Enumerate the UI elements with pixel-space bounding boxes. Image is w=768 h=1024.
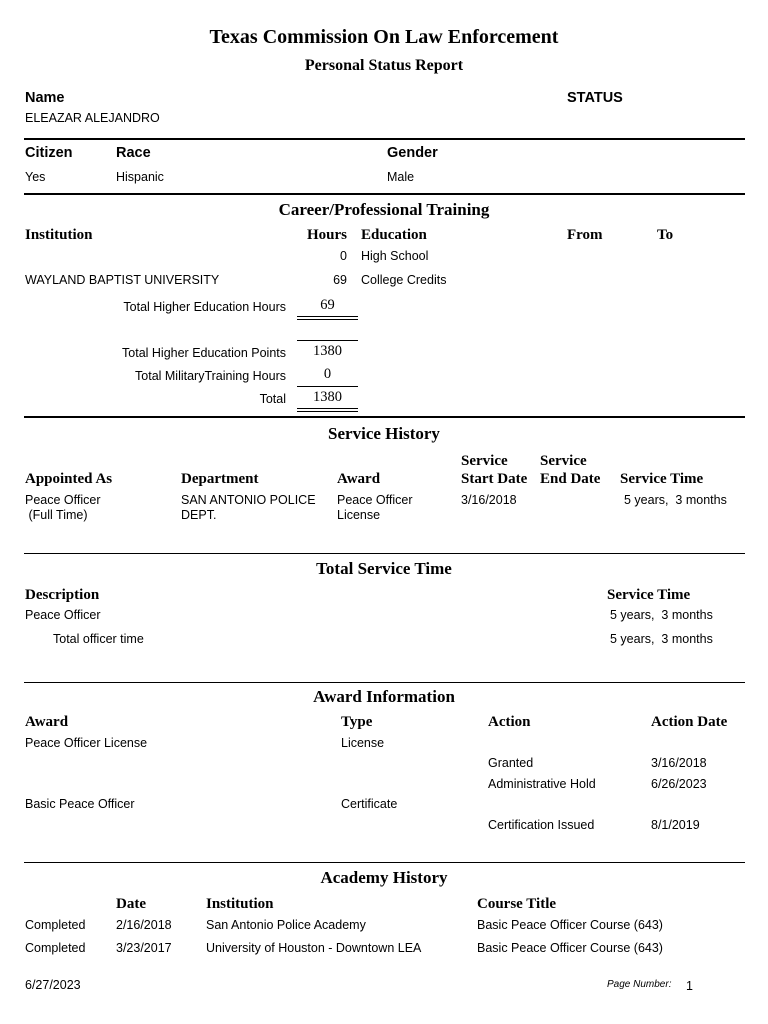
- academy-col-date: Date: [116, 896, 146, 912]
- training-col-institution: Institution: [25, 227, 93, 243]
- service-appointed-2: (Full Time): [25, 508, 88, 522]
- divider: [24, 682, 745, 683]
- page-number: 1: [686, 979, 693, 993]
- award-action-date: 8/1/2019: [651, 818, 700, 832]
- service-award: Peace Officer: [337, 493, 413, 507]
- training-col-from: From: [567, 227, 603, 243]
- service-col-start-2: Start Date: [461, 471, 528, 487]
- total-label: Total: [259, 392, 286, 406]
- status-label: STATUS: [567, 90, 623, 106]
- training-row-education: College Credits: [361, 273, 447, 287]
- total-service-desc: Peace Officer: [25, 608, 101, 622]
- total-service-time: 5 years, 3 months: [610, 608, 713, 622]
- report-subtitle: Personal Status Report: [304, 57, 464, 74]
- service-col-end: Service: [540, 453, 587, 469]
- academy-history-title: Academy History: [320, 868, 448, 887]
- total-higher-ed-points-value: 1380: [313, 343, 342, 359]
- award-action-date: 6/26/2023: [651, 777, 707, 791]
- total-underline: [297, 319, 358, 320]
- award-col-award: Award: [25, 714, 69, 730]
- subtotal-underline: [297, 386, 358, 387]
- total-higher-ed-hours-value: 69: [320, 297, 335, 313]
- academy-row-date: 3/23/2017: [116, 941, 172, 955]
- citizen-value: Yes: [25, 170, 46, 184]
- service-col-award: Award: [337, 471, 381, 487]
- service-department: SAN ANTONIO POLICE: [181, 493, 316, 507]
- divider: [24, 416, 745, 418]
- academy-row-institution: University of Houston - Downtown LEA: [206, 941, 422, 955]
- service-start-date: 3/16/2018: [461, 493, 517, 507]
- total-officer-time-value: 5 years, 3 months: [610, 632, 713, 646]
- total-service-title: Total Service Time: [316, 559, 452, 578]
- award-action: Certification Issued: [488, 818, 595, 832]
- award-col-type: Type: [341, 714, 373, 730]
- service-col-start: Service: [461, 453, 508, 469]
- academy-row-course: Basic Peace Officer Course (643): [477, 918, 663, 932]
- award-info-title: Award Information: [313, 687, 455, 706]
- service-col-time: Service Time: [620, 471, 704, 487]
- total-value: 1380: [313, 389, 342, 405]
- academy-col-course: Course Title: [477, 896, 557, 912]
- service-time: 5 years, 3 months: [624, 493, 727, 507]
- total-military-label: Total MilitaryTraining Hours: [135, 369, 286, 383]
- service-history-title: Service History: [328, 424, 440, 443]
- page-number-label: Page Number:: [607, 979, 672, 990]
- divider: [24, 862, 745, 863]
- award-type: Certificate: [341, 797, 398, 811]
- academy-row-status: Completed: [25, 918, 86, 932]
- service-col-end-2: End Date: [540, 471, 601, 487]
- service-col-appointed: Appointed As: [25, 471, 113, 487]
- gender-label: Gender: [387, 145, 438, 161]
- award-action: Administrative Hold: [488, 777, 596, 791]
- training-col-education: Education: [361, 227, 427, 243]
- overline: [297, 340, 358, 341]
- report-title: Texas Commission On Law Enforcement: [209, 26, 559, 48]
- service-department-2: DEPT.: [181, 508, 217, 522]
- service-appointed: Peace Officer: [25, 493, 101, 507]
- academy-row-course: Basic Peace Officer Course (643): [477, 941, 663, 955]
- total-service-col-description: Description: [25, 587, 100, 603]
- divider: [24, 553, 745, 554]
- training-row-institution: WAYLAND BAPTIST UNIVERSITY: [25, 273, 220, 287]
- citizen-label: Citizen: [25, 145, 73, 161]
- total-military-value: 0: [323, 366, 332, 382]
- academy-col-institution: Institution: [206, 896, 274, 912]
- training-col-to: To: [657, 227, 674, 243]
- total-underline: [297, 316, 358, 317]
- training-row-education: High School: [361, 249, 429, 263]
- training-row-hours: 0: [340, 249, 347, 263]
- service-award-2: License: [337, 508, 381, 522]
- award-type: License: [341, 736, 385, 750]
- race-label: Race: [116, 145, 151, 161]
- divider: [24, 138, 745, 140]
- academy-row-date: 2/16/2018: [116, 918, 172, 932]
- award-name: Basic Peace Officer: [25, 797, 135, 811]
- award-action-date: 3/16/2018: [651, 756, 707, 770]
- total-service-col-time: Service Time: [607, 587, 691, 603]
- total-higher-ed-hours-label: Total Higher Education Hours: [123, 300, 286, 314]
- training-col-hours: Hours: [306, 227, 347, 243]
- total-underline: [297, 408, 358, 409]
- race-value: Hispanic: [116, 170, 164, 184]
- award-col-action: Action: [488, 714, 531, 730]
- service-col-department: Department: [181, 471, 259, 487]
- total-officer-time-label: Total officer time: [53, 632, 144, 646]
- name-label: Name: [25, 90, 65, 106]
- award-name: Peace Officer License: [25, 736, 148, 750]
- total-higher-ed-points-label: Total Higher Education Points: [122, 346, 286, 360]
- award-action: Granted: [488, 756, 534, 770]
- person-name: ELEAZAR ALEJANDRO: [25, 111, 160, 125]
- training-row-hours: 69: [333, 273, 347, 287]
- training-section-title: Career/Professional Training: [278, 200, 490, 219]
- gender-value: Male: [387, 170, 415, 184]
- academy-row-status: Completed: [25, 941, 86, 955]
- divider: [24, 193, 745, 195]
- total-underline: [297, 411, 358, 412]
- footer-date: 6/27/2023: [25, 978, 81, 992]
- award-col-date: Action Date: [651, 714, 728, 730]
- academy-row-institution: San Antonio Police Academy: [206, 918, 366, 932]
